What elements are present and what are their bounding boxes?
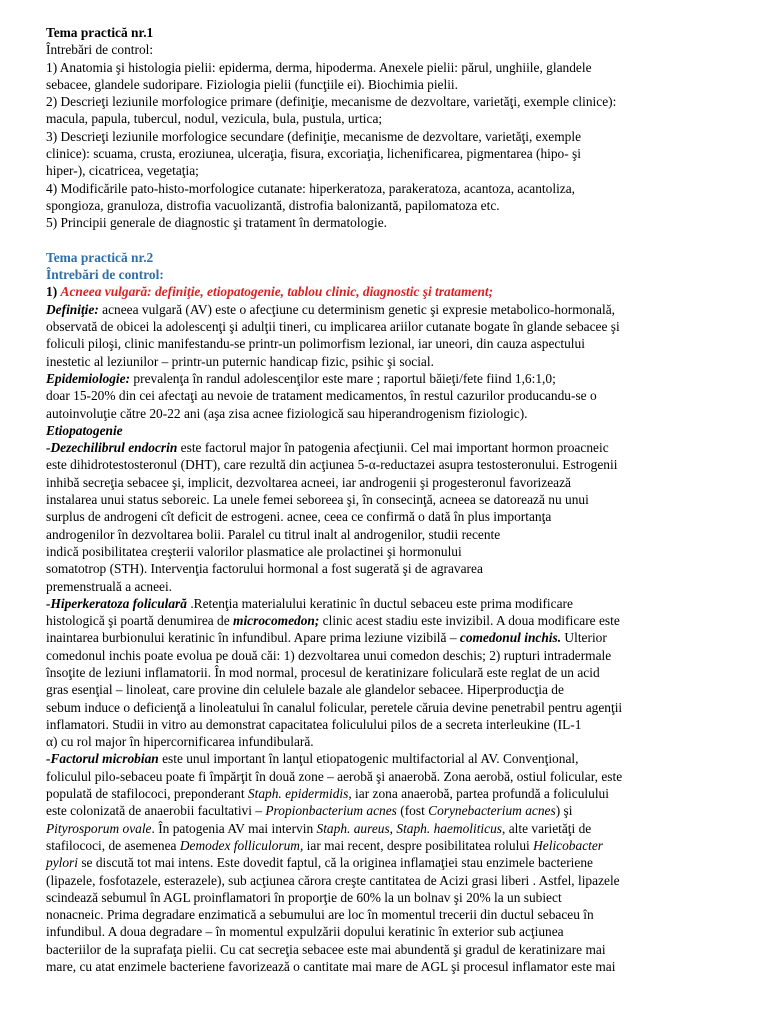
hyperkeratosis-line: inflamatori. Studii in vitro au demonstrat capacitatea foliculului pilos de a secreta interleukine (IL-1	[46, 716, 582, 732]
hyperkeratosis-line: comedonul inchis poate evolua pe două căi: 1) dezvoltarea unui comedon deschis; 2) rupturi intradermale	[46, 647, 612, 663]
closed-comedo-term: comedonul inchis.	[459, 630, 562, 646]
microbial-line: este unul important în lanţul etiopatogenic multifactorial al AV. Convenţional,	[158, 751, 579, 767]
section1-question-line: macula, papula, tubercul, nodul, vezicula, bula, pustula, urtica;	[46, 111, 383, 127]
species-name: Staph. aureus	[316, 820, 390, 836]
definition-paragraph	[46, 301, 722, 370]
definition-line: foliculi piloşi, clinic manifestandu-se printr-un polimorfism lezional, iar uneori, din cauza aspectului	[46, 336, 585, 352]
endocrine-line: instalarea unui status seboreic. La unele femei seboreea şi, în consecinţă, acneea se datorează nu unui	[46, 492, 589, 508]
section1-question-line: hiper-), cicatricea, vegetaţia;	[46, 163, 199, 179]
species-name: Demodex folliculorum	[179, 837, 300, 853]
epidemiology-line: autoinvoluţie către 20-22 ani (aşa zisa acnee fiziologică sau hiperandrogenism fiziologic).	[46, 405, 528, 421]
definition-label: Definiţie:	[46, 301, 99, 317]
endocrine-line: este dihidrotestosteronul (DHT), care rezultă din acţiunea 5-α-reductazei asupra testosteronului. Estrogenii	[46, 457, 618, 473]
section1-question-line: clinice): scuama, crusta, eroziunea, ulceraţia, fisura, excoriaţia, lichenificarea, pigmentarea (hipo- şi	[46, 146, 581, 162]
species-name: Helicobacter	[533, 837, 604, 853]
microbial-line: (fost	[396, 803, 429, 819]
microbial-line: infundibul. A doua degradare – în momentul expulzării dopului keratinic în exterior sub acţiunea	[46, 924, 564, 940]
question-1	[46, 283, 722, 300]
epidemiology-label: Epidemiologie:	[46, 370, 131, 386]
hyperkeratosis-paragraph	[46, 595, 722, 751]
section1-question-line: 4) Modificările pato-histo-morfologice cutanate: hiperkeratoza, parakeratoza, acantoza, acantoliza,	[46, 180, 576, 196]
definition-line: acneea vulgară (AV) este o afecţiune cu determinism genetic şi expresie metabolico-hormonală,	[98, 301, 616, 317]
epidemiology-line: doar 15-20% din cei afectaţi au nevoie de tratament medicamentos, în restul cazurilor producandu-se o	[46, 388, 597, 404]
microbial-line: ) şi	[555, 803, 573, 819]
hyperkeratosis-line: Ulterior	[561, 630, 607, 646]
microbial-line: (lipazele, fosfotazele, esterazele), sub acţiunea cărora creşte cantitatea de Acizi grasi liberi . Astfel, lipazele	[46, 872, 620, 888]
hyperkeratosis-line: histologică şi poartă denumirea de	[46, 613, 234, 629]
species-name: Staph. haemoliticus	[396, 820, 503, 836]
epidemiology-line: prevalenţa în randul adolescenţilor este mare ; raportul băieţi/fete fiind 1,6:1,0;	[130, 370, 556, 386]
endocrine-line: somatotrop (STH). Intervenţia factorului hormonal a fost sugerată şi de agravarea	[46, 561, 483, 577]
section1-question-line: 2) Descrieţi leziunile morfologice primare (definiţie, mecanisme de dezvoltare, varietăţi, exemple clinice):	[46, 94, 617, 110]
definition-line: observată de obicei la adolescenţi şi adulţii tineri, cu implicarea ariilor cutanate bogate în glande sebacee şi	[46, 319, 620, 335]
species-name: Corynebacterium acnes	[428, 803, 556, 819]
species-name: pylori	[46, 855, 78, 871]
microbial-line: ,	[389, 820, 397, 836]
question-1-text: Acneea vulgară: definiţie, etiopatogenie, tablou clinic, diagnostic şi tratament;	[60, 284, 494, 300]
microbial-label: -Factorul microbian	[46, 751, 159, 767]
hyperkeratosis-line: .Retenţia materialului keratinic în ductul sebaceu este prima modificare	[186, 595, 573, 611]
section1-question-line: 3) Descrieţi leziunile morfologice secundare (definiţie, mecanisme de dezvoltare, varietăţi, exemple	[46, 128, 582, 144]
section1-title: Tema practică nr.1	[46, 25, 154, 40]
microbial-line: , iar zona anaerobă, partea profundă a foliculului	[348, 786, 609, 802]
section-gap	[46, 232, 722, 249]
hyperkeratosis-line: sebum induce o deficienţă a linoleatului în canalul folicular, peretele căruia devine penetrabil pentru agenţii	[46, 699, 623, 715]
section2-title: Tema practică nr.2	[46, 249, 154, 265]
microbial-line: , iar mai recent, despre posibilitatea rolului	[299, 837, 534, 853]
endocrine-line: premenstruală a acneei.	[46, 578, 173, 594]
section1-question-line: spongioza, granuloza, distrofia vacuolizantă, distrofia balonizantă, papilomatoza etc.	[46, 197, 500, 213]
microbial-line: mare, cu atat enzimele bacteriene favorizează o cantitate mai mare de AGL şi procesul inflamator este mai	[46, 959, 616, 975]
question-1-number: 1)	[46, 284, 61, 300]
endocrine-paragraph	[46, 439, 722, 595]
hyperkeratosis-line: gras esenţial – linoleat, care provine din celulele bazale ale glandelor sebacee. Hiperproducţia de	[46, 682, 564, 698]
section1-body	[46, 41, 722, 231]
endocrine-line: surplus de androgeni cît deficit de estrogeni. acnee, ceea ce confirmă o dată în plus importanţa	[46, 509, 552, 525]
etiopathogenesis-heading: Etiopatogenie	[46, 422, 123, 438]
species-name: Staph. epidermidis	[247, 786, 349, 802]
hyperkeratosis-line: clinic acest stadiu este invizibil. A doua modificare este	[319, 613, 620, 629]
endocrine-line: indică posibilitatea creşterii valorilor plasmatice ale prolactinei şi hormonului	[46, 543, 462, 559]
hyperkeratosis-line: însoţite de leziuni inflamatorii. În mod normal, procesul de keratinizare foliculară este reglat de un acid	[46, 664, 600, 680]
endocrine-line: inhibă secreţia sebacee şi, implicit, dezvoltarea acneei, iar androgenii şi progesteronul favorizează	[46, 474, 571, 490]
endocrine-line: androgenilor în dezvoltarea bolii. Paralel cu titrul inalt al androgenilor, studii recente	[46, 526, 501, 542]
section2-subtitle: Întrebări de control:	[46, 267, 164, 283]
microbial-line: nonacneic. Prima degradare enzimatică a sebumului are loc în momentul trecerii din ductul sebaceu în	[46, 907, 594, 923]
section1-subtitle: Întrebări de control:	[46, 42, 154, 58]
section1-question-line: sebacee, glandele sudoripare. Fiziologia pielii (funcţiile ei). Biochimia pielii.	[46, 76, 458, 92]
microbial-line: este colonizată de anaerobii facultativi –	[46, 803, 266, 819]
epidemiology-paragraph	[46, 370, 722, 422]
endocrine-line: este factorul major în patogenia afecţiunii. Cel mai important hormon proacneic	[177, 440, 609, 456]
microbial-line: stafilococi, de asemenea	[46, 837, 180, 853]
section1-question-line: 1) Anatomia şi histologia pielii: epiderma, derma, hipoderma. Anexele pielii: părul, unghiile, glandele	[46, 59, 592, 75]
microbial-line: populată de stafilococi, preponderant	[46, 786, 248, 802]
microbial-line: . În patogenia AV mai intervin	[151, 820, 317, 836]
microbial-line: scindează sebumul în AGL proinflamatori în proporţie de 60% la un bolnav şi 20% la un subiect	[46, 889, 562, 905]
microbial-line: bacteriilor de la suprafaţa pielii. Cu cat secreţia sebacee este mai abundentă şi gradul de keratinizare mai	[46, 941, 606, 957]
microcomedon-term: microcomedon;	[233, 613, 320, 629]
endocrine-label: -Dezechilibrul endocrin	[46, 440, 178, 456]
microbial-line: foliculul pilo-sebaceu poate fi împărţit în două zone – aerobă şi anaerobă. Zona aerobă, ostiul folicular, este	[46, 768, 623, 784]
definition-line: inestetic al leziunilor – printr-un puternic handicap fizic, psihic şi social.	[46, 353, 434, 369]
species-name: Pityrosporum ovale	[46, 820, 152, 836]
microbial-line: , alte varietăţi de	[502, 820, 592, 836]
hyperkeratosis-line: α) cu rol major în hipercornificarea infundibulară.	[46, 734, 314, 750]
microbial-paragraph	[46, 750, 722, 975]
hyperkeratosis-label: -Hiperkeratoza foliculară	[46, 595, 187, 611]
hyperkeratosis-line: inaintarea burbionului keratinic în infundibul. Apare prima leziune vizibilă –	[46, 630, 460, 646]
microbial-line: se discută tot mai intens. Este dovedit faptul, că la originea inflamaţiei stau enzimele bacteriene	[78, 855, 593, 871]
section1-question-line: 5) Principii generale de diagnostic şi tratament în dermatologie.	[46, 215, 387, 231]
species-name: Propionbacterium acnes	[265, 803, 397, 819]
